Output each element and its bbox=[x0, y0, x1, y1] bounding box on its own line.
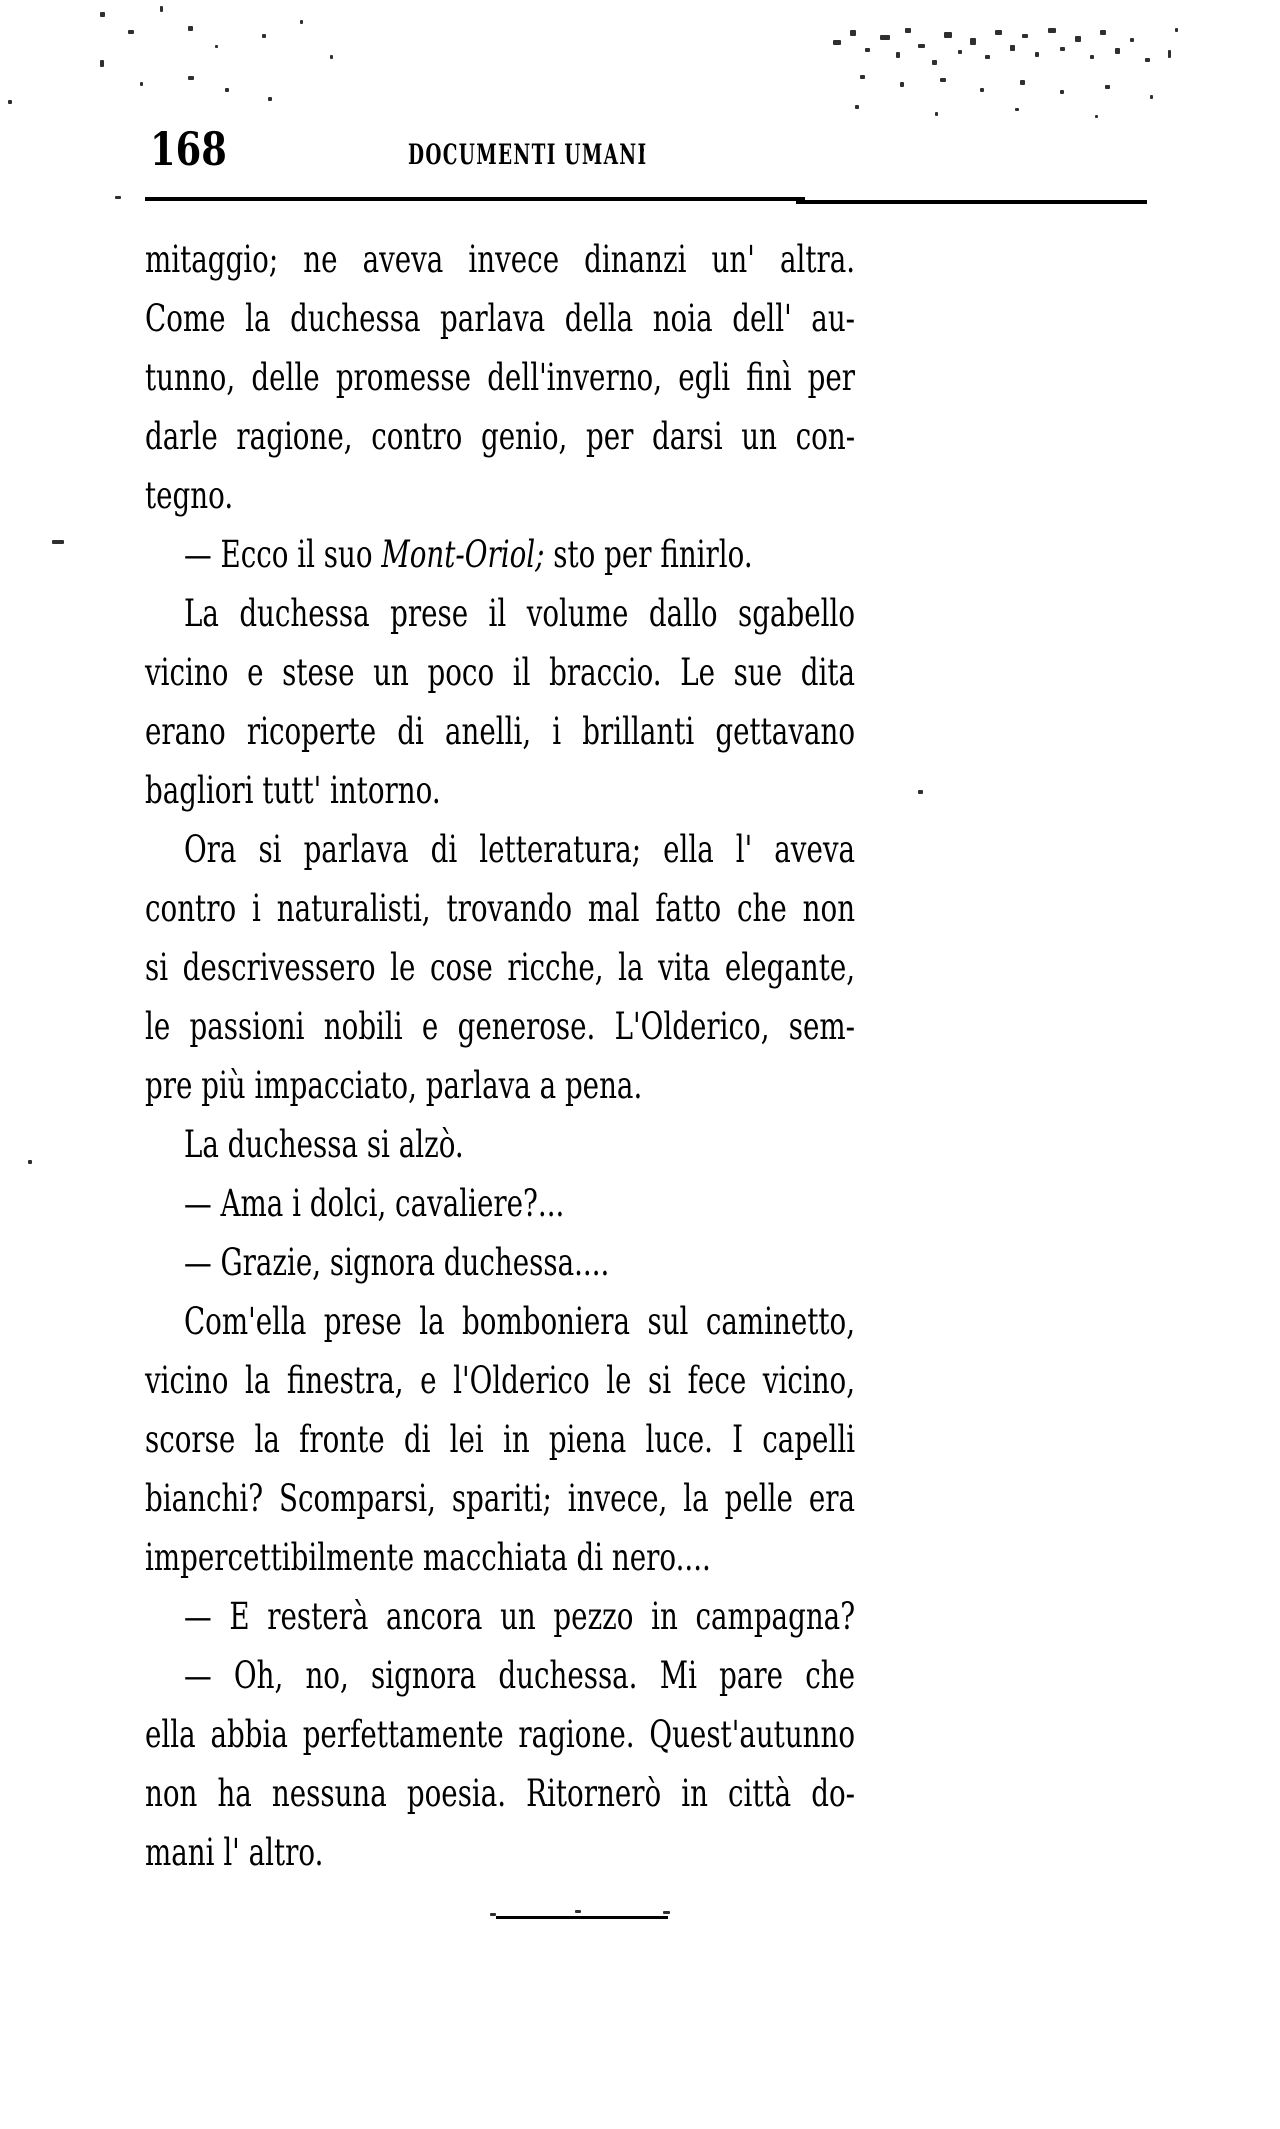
text-line bbox=[145, 938, 855, 997]
scan-speck bbox=[896, 52, 900, 58]
scan-speck bbox=[100, 12, 105, 17]
scan-speck bbox=[28, 1160, 32, 1164]
text-segment: bianchi? Scomparsi, spariti; invece, la pelle era bbox=[145, 1477, 856, 1520]
scan-speck bbox=[958, 50, 962, 54]
paragraph bbox=[145, 1587, 855, 1646]
scan-speck bbox=[880, 35, 890, 40]
text-segment: La duchessa prese il volume dallo sgabello bbox=[183, 592, 856, 635]
scan-speck bbox=[663, 1911, 670, 1914]
text-segment: — Ama i dolci, cavaliere?... bbox=[183, 1182, 565, 1225]
text-line bbox=[145, 1292, 855, 1351]
text-segment: si descrivessero le cose ricche, la vita elegante, bbox=[145, 946, 856, 989]
scan-speck bbox=[1095, 115, 1098, 118]
text-line bbox=[145, 643, 855, 702]
scan-speck bbox=[128, 30, 134, 34]
text-line bbox=[145, 997, 855, 1056]
text-line bbox=[145, 1587, 855, 1646]
paragraph bbox=[145, 1646, 855, 1882]
scan-speck bbox=[1115, 48, 1120, 54]
scan-speck bbox=[1048, 28, 1056, 33]
book-title-italic: Mont-Oriol; bbox=[381, 533, 545, 576]
text-line bbox=[145, 1174, 855, 1233]
paragraph bbox=[145, 820, 855, 1115]
scan-speck bbox=[1175, 28, 1178, 32]
text-line bbox=[145, 466, 855, 525]
scan-speck bbox=[262, 34, 266, 38]
paragraph bbox=[145, 1292, 855, 1587]
scan-speck bbox=[865, 48, 870, 52]
scan-speck bbox=[900, 82, 904, 87]
text-segment: bagliori tutt' intorno. bbox=[145, 769, 441, 812]
text-line bbox=[145, 1528, 855, 1587]
scan-speck bbox=[970, 38, 976, 45]
scan-speck bbox=[1100, 30, 1106, 35]
text-segment: mitaggio; ne aveva invece dinanzi un' altra. bbox=[145, 238, 856, 281]
text-line bbox=[145, 702, 855, 761]
text-line bbox=[145, 1646, 855, 1705]
scan-speck bbox=[833, 40, 841, 45]
scan-speck bbox=[918, 790, 923, 794]
scan-speck bbox=[1145, 58, 1150, 62]
text-segment: — Ecco il suo bbox=[183, 533, 382, 576]
text-segment: non ha nessuna poesia. Ritornerò in città do- bbox=[145, 1772, 856, 1815]
text-segment: contro i naturalisti, trovando mal fatto che non bbox=[145, 887, 856, 930]
paragraph bbox=[145, 1233, 855, 1292]
scan-speck bbox=[330, 55, 333, 59]
paragraph bbox=[145, 1115, 855, 1174]
header-rule-segment bbox=[796, 200, 1147, 204]
text-line bbox=[145, 879, 855, 938]
scan-speck bbox=[855, 105, 859, 109]
text-segment: mani l' altro. bbox=[145, 1831, 324, 1874]
scan-speck bbox=[160, 6, 163, 12]
text-segment: scorse la fronte di lei in piena luce. I capelli bbox=[145, 1418, 856, 1461]
text-segment: — Grazie, signora duchessa.... bbox=[183, 1241, 610, 1284]
scan-speck bbox=[940, 78, 946, 82]
page-number: 168 bbox=[150, 122, 227, 176]
scan-speck bbox=[1060, 47, 1065, 51]
text-segment: Com'ella prese la bomboniera sul caminetto, bbox=[183, 1300, 856, 1343]
text-line bbox=[145, 289, 855, 348]
text-segment: sto per finirlo. bbox=[544, 533, 753, 576]
text-line bbox=[145, 1351, 855, 1410]
scan-speck bbox=[935, 112, 938, 116]
text-segment: — Oh, no, signora duchessa. Mi pare che bbox=[183, 1654, 856, 1697]
scan-speck bbox=[300, 20, 303, 24]
text-segment: pre più impacciato, parlava a pena. bbox=[145, 1064, 643, 1107]
text-segment: vicino e stese un poco il braccio. Le sue dita bbox=[145, 651, 856, 694]
scan-speck bbox=[995, 30, 1002, 35]
text-line bbox=[145, 1233, 855, 1292]
scan-speck bbox=[1105, 85, 1110, 89]
text-line bbox=[145, 761, 855, 820]
scan-speck bbox=[1150, 95, 1153, 99]
scan-speck bbox=[225, 88, 229, 92]
text-segment: impercettibilmente macchiata di nero.... bbox=[145, 1536, 711, 1579]
scan-speck bbox=[575, 1910, 581, 1913]
text-line bbox=[145, 1410, 855, 1469]
footer-rule bbox=[496, 1916, 668, 1919]
text-segment: le passioni nobili e generose. L'Olderico, sem- bbox=[145, 1005, 856, 1048]
scan-speck bbox=[215, 45, 218, 48]
text-line bbox=[145, 1056, 855, 1115]
text-segment: darle ragione, contro genio, per darsi un con- bbox=[145, 415, 856, 458]
paragraph bbox=[145, 1174, 855, 1233]
scan-speck bbox=[1130, 38, 1134, 42]
text-line bbox=[145, 1823, 855, 1882]
text-segment: Come la duchessa parlava della noia dell' au- bbox=[145, 297, 856, 340]
paragraph bbox=[145, 584, 855, 820]
text-segment: Ora si parlava di letteratura; ella l' aveva bbox=[183, 828, 856, 871]
scan-speck bbox=[1022, 34, 1028, 38]
text-segment: vicino la finestra, e l'Olderico le si fece vicino, bbox=[145, 1359, 856, 1402]
body-text bbox=[145, 230, 855, 1882]
scan-speck bbox=[1035, 52, 1039, 57]
text-line bbox=[145, 1469, 855, 1528]
text-line bbox=[145, 525, 855, 584]
text-segment: ella abbia perfettamente ragione. Quest'autunno bbox=[145, 1713, 856, 1756]
scan-speck bbox=[52, 540, 64, 544]
text-line bbox=[145, 584, 855, 643]
scan-speck bbox=[944, 32, 952, 38]
scan-speck bbox=[1020, 80, 1025, 85]
paragraph bbox=[145, 230, 855, 525]
scan-speck bbox=[850, 30, 856, 36]
scan-speck bbox=[1168, 50, 1171, 58]
text-line bbox=[145, 230, 855, 289]
scan-speck bbox=[100, 60, 104, 67]
text-segment: tunno, delle promesse dell'inverno, egli finì per bbox=[145, 356, 856, 399]
scan-speck bbox=[905, 28, 911, 33]
text-line bbox=[145, 1764, 855, 1823]
scan-speck bbox=[1060, 90, 1064, 94]
scan-speck bbox=[860, 75, 865, 79]
scan-speck bbox=[140, 82, 143, 86]
text-segment: erano ricoperte di anelli, i brillanti gettavano bbox=[145, 710, 856, 753]
scan-speck bbox=[268, 97, 272, 101]
text-line bbox=[145, 1705, 855, 1764]
paragraph bbox=[145, 525, 855, 584]
text-segment: La duchessa si alzò. bbox=[183, 1123, 464, 1166]
scan-speck bbox=[8, 100, 12, 104]
text-segment: — E resterà ancora un pezzo in campagna? bbox=[183, 1595, 856, 1638]
text-line bbox=[145, 820, 855, 879]
scan-speck bbox=[115, 196, 121, 199]
scan-speck bbox=[1010, 45, 1015, 51]
scan-speck bbox=[932, 60, 937, 65]
scan-speck bbox=[918, 44, 925, 48]
scan-speck bbox=[980, 88, 984, 92]
scan-speck bbox=[1075, 36, 1081, 42]
scan-speck bbox=[985, 55, 990, 59]
header-rule bbox=[145, 197, 805, 201]
text-line bbox=[145, 407, 855, 466]
text-line bbox=[145, 1115, 855, 1174]
running-head: DOCUMENTI UMANI bbox=[408, 138, 648, 171]
text-line bbox=[145, 348, 855, 407]
text-segment: tegno. bbox=[145, 474, 234, 517]
scan-speck bbox=[1090, 55, 1094, 59]
scan-speck bbox=[188, 76, 194, 80]
scan-speck bbox=[188, 26, 193, 31]
scan-speck bbox=[1015, 108, 1019, 111]
